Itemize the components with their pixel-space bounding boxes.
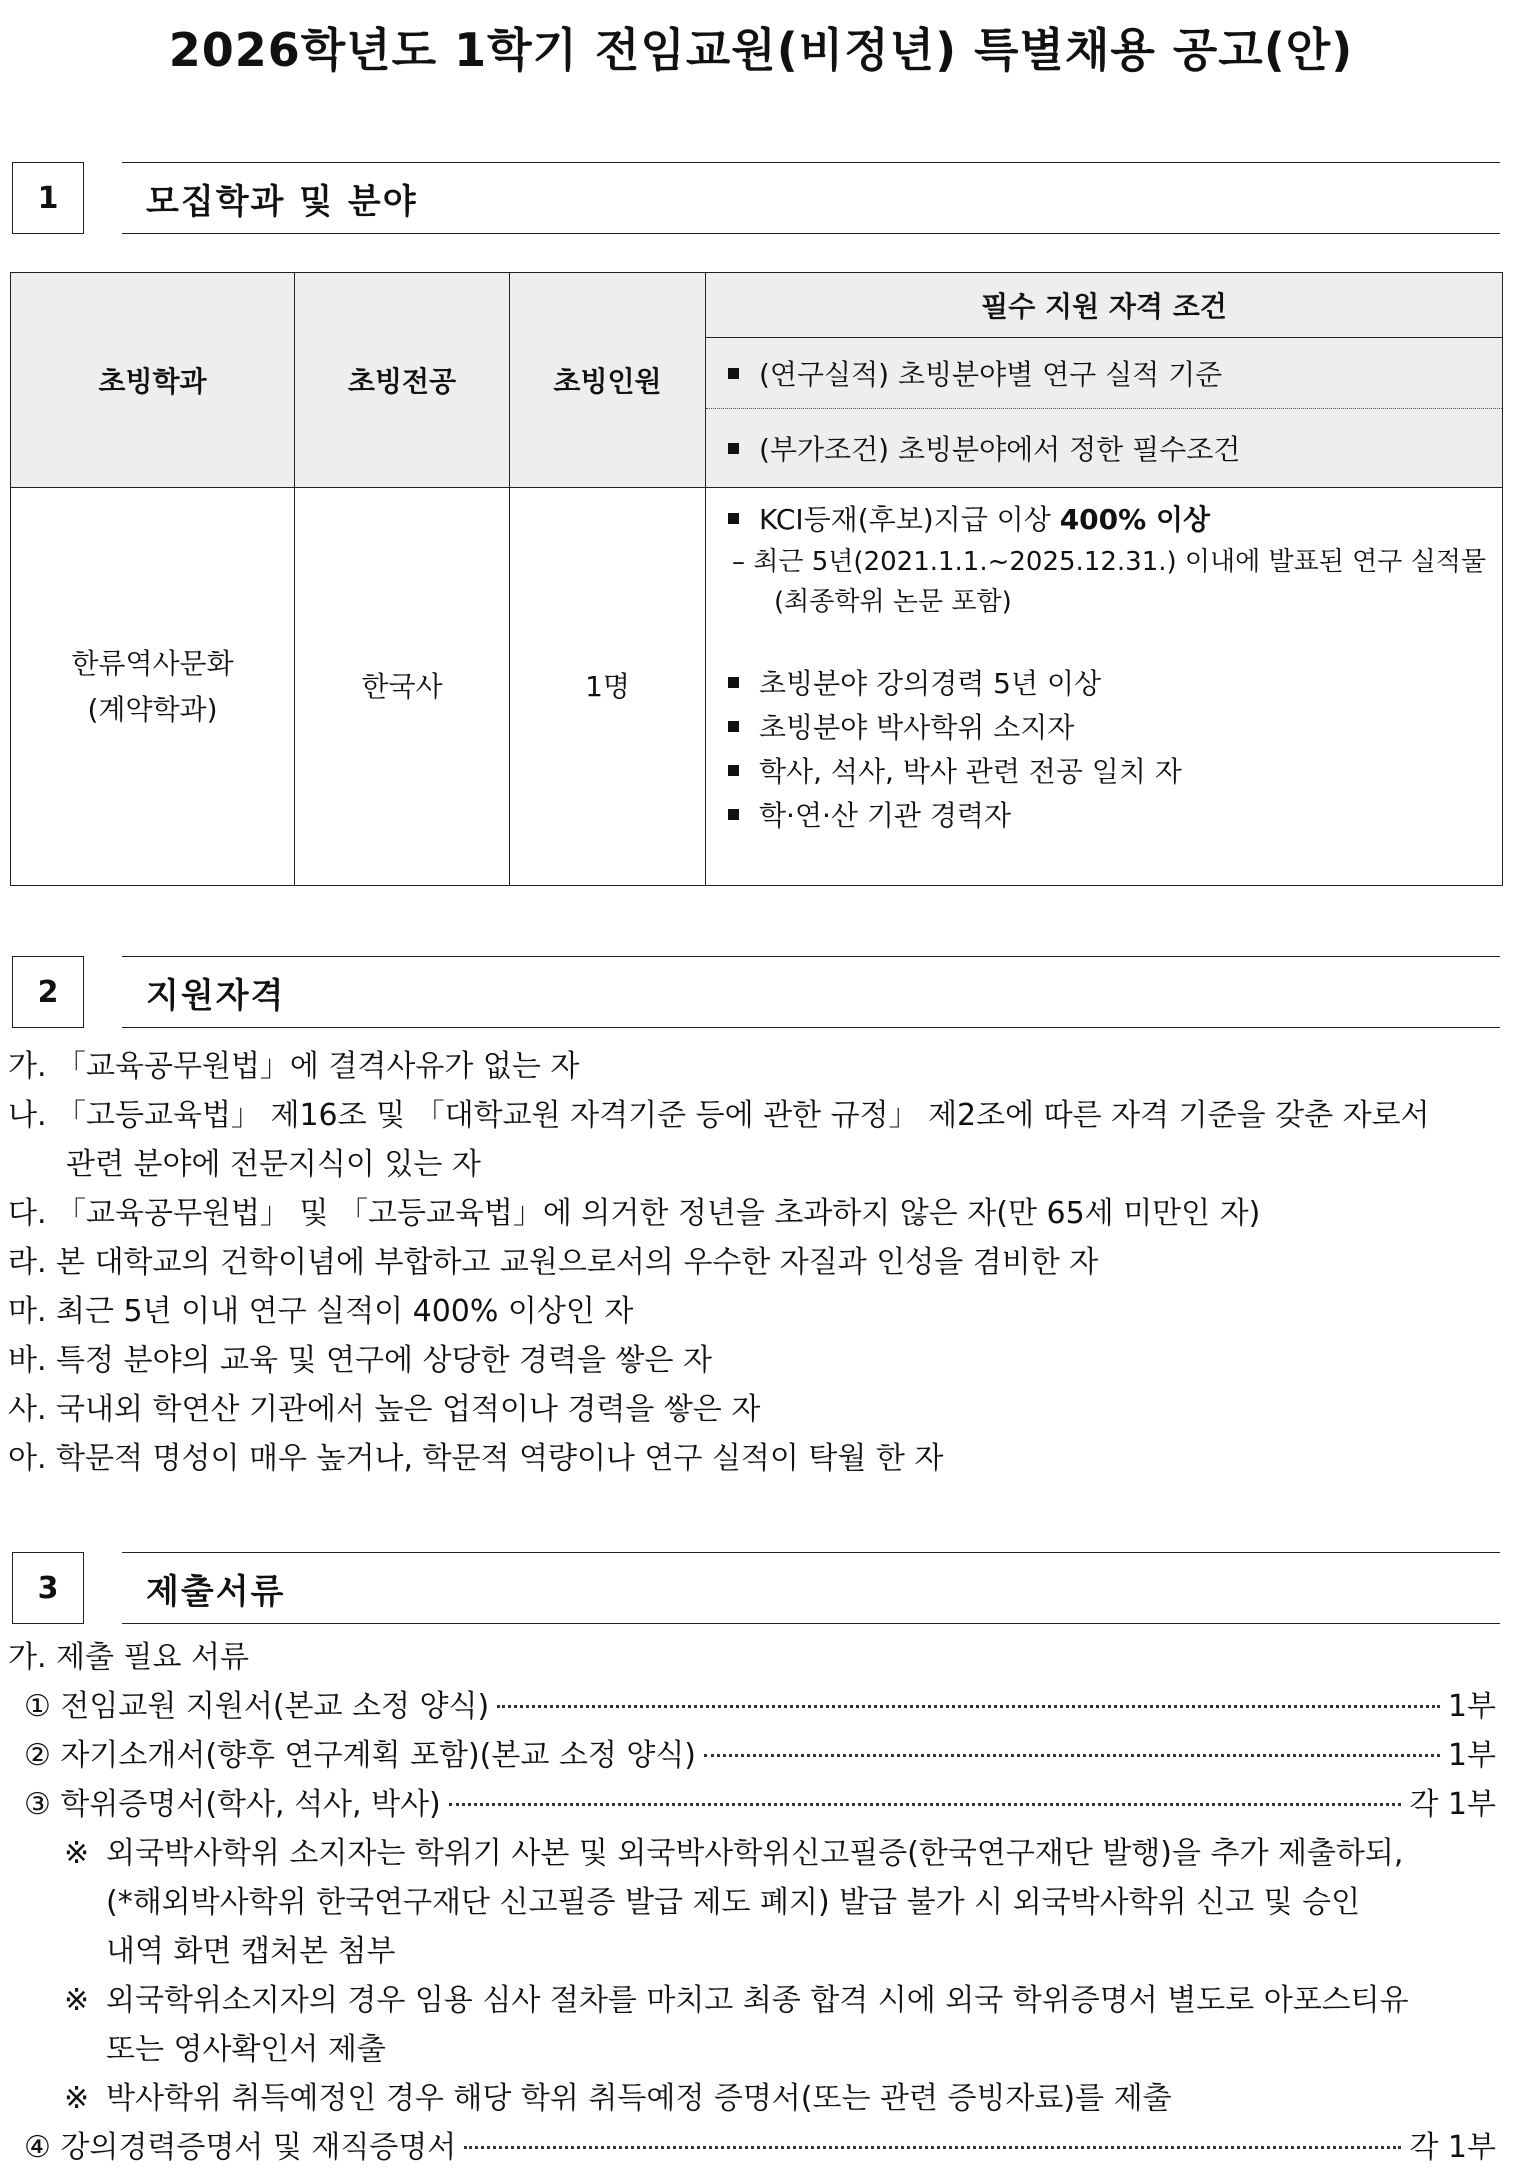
condition-kci: KCI등재(후보)지급 이상 400% 이상: [728, 498, 1488, 542]
dot-leader: [464, 2146, 1401, 2149]
document-heading: 가. 제출 필요 서류: [8, 1640, 250, 1675]
header-department: 초빙학과: [11, 273, 295, 488]
square-bullet-icon: [728, 443, 739, 454]
condition-item: 학사, 석사, 박사 관련 전공 일치 자: [728, 750, 1488, 794]
section-number: 1: [12, 162, 84, 234]
document-item: ② 자기소개서(향후 연구계획 포함)(본교 소정 양식) 1부: [24, 1738, 1496, 1773]
cell-conditions: [706, 488, 1503, 886]
section-1-header: [12, 162, 1500, 234]
dot-leader: [449, 1803, 1402, 1806]
qualification-list: [8, 1042, 1508, 1483]
square-bullet-icon: [728, 809, 739, 820]
document-item: ③ 학위증명서(학사, 석사, 박사) 각 1부: [24, 1787, 1496, 1822]
document-note: ※ 외국학위소지자의 경우 임용 심사 절차를 마치고 최종 합격 시에 외국 학위증명서 별도로 아포스티유 또는 영사확인서 제출: [64, 1983, 1409, 2067]
square-bullet-icon: [728, 513, 739, 524]
section-title: 모집학과 및 분야: [146, 181, 418, 222]
header-req-research: (연구실적) 초빙분야별 연구 실적 기준: [706, 338, 1503, 409]
qualification-item: 나. 「고등교육법」 제16조 및 「대학교원 자격기준 등에 관한 규정」 제2조에 따른 자격 기준을 갖춘 자로서: [8, 1098, 1430, 1133]
condition-item: 초빙분야 박사학위 소지자: [728, 706, 1488, 750]
qualification-item: 바. 특정 분야의 교육 및 연구에 상당한 경력을 쌓은 자: [8, 1343, 712, 1378]
section-2-header: [12, 956, 1500, 1028]
condition-period-note: (최종학위 논문 포함): [774, 587, 1012, 617]
square-bullet-icon: [728, 368, 739, 379]
square-bullet-icon: [728, 721, 739, 732]
document-list: [8, 1633, 1508, 2172]
section-title: 제출서류: [146, 1571, 286, 1612]
header-requirements: 필수 지원 자격 조건: [706, 273, 1503, 338]
header-major: 초빙전공: [295, 273, 510, 488]
dot-leader: [497, 1705, 1440, 1708]
square-bullet-icon: [728, 765, 739, 776]
condition-item: 학·연·산 기관 경력자: [728, 794, 1488, 838]
qualification-item: 마. 최근 5년 이내 연구 실적이 400% 이상인 자: [8, 1294, 634, 1329]
qualification-item: 라. 본 대학교의 건학이념에 부합하고 교원으로서의 우수한 자질과 인성을 겸비한 자: [8, 1245, 1099, 1280]
document-item: ① 전임교원 지원서(본교 소정 양식) 1부: [24, 1689, 1496, 1724]
page-title: 2026학년도 1학기 전임교원(비정년) 특별채용 공고(안): [168, 23, 1354, 77]
header-req-additional: (부가조건) 초빙분야에서 정한 필수조건: [706, 409, 1503, 488]
cell-count: 1명: [510, 488, 706, 886]
qualification-item: 아. 학문적 명성이 매우 높거나, 학문적 역량이나 연구 실적이 탁월 한 자: [8, 1441, 944, 1476]
dot-leader: [704, 1754, 1440, 1757]
cell-major: 한국사: [295, 488, 510, 886]
cell-department: 한류역사문화 (계약학과): [11, 488, 295, 886]
header-count: 초빙인원: [510, 273, 706, 488]
qualification-item: 사. 국내외 학연산 기관에서 높은 업적이나 경력을 쌓은 자: [8, 1392, 761, 1427]
condition-period: – 최근 5년(2021.1.1.~2025.12.31.) 이내에 발표된 연구 실적물: [732, 547, 1487, 577]
qualification-item-continuation: 관련 분야에 전문지식이 있는 자: [66, 1147, 481, 1182]
document-note: ※ 박사학위 취득예정인 경우 해당 학위 취득예정 증명서(또는 관련 증빙자료)를 제출: [64, 2081, 1172, 2116]
square-bullet-icon: [728, 677, 739, 688]
section-title: 지원자격: [146, 975, 286, 1016]
recruitment-table: [10, 272, 1503, 886]
section-3-header: [12, 1552, 1500, 1624]
qualification-item: 가. 「교육공무원법」에 결격사유가 없는 자: [8, 1049, 580, 1084]
document-note: ※ 외국박사학위 소지자는 학위기 사본 및 외국박사학위신고필증(한국연구재단 발행)을 추가 제출하되, (*해외박사학위 한국연구재단 신고필증 발급 제도 폐지) 발급 불가 시 외국박사학위 신고 및 승인 내역 화면 캡처본 첨부: [64, 1836, 1404, 1969]
condition-item: 초빙분야 강의경력 5년 이상: [728, 662, 1488, 706]
section-number: 2: [12, 956, 84, 1028]
qualification-item: 다. 「교육공무원법」 및 「고등교육법」에 의거한 정년을 초과하지 않은 자(만 65세 미만인 자): [8, 1196, 1261, 1231]
document-item: ④ 강의경력증명서 및 재직증명서 각 1부: [24, 2130, 1496, 2165]
section-number: 3: [12, 1552, 84, 1624]
